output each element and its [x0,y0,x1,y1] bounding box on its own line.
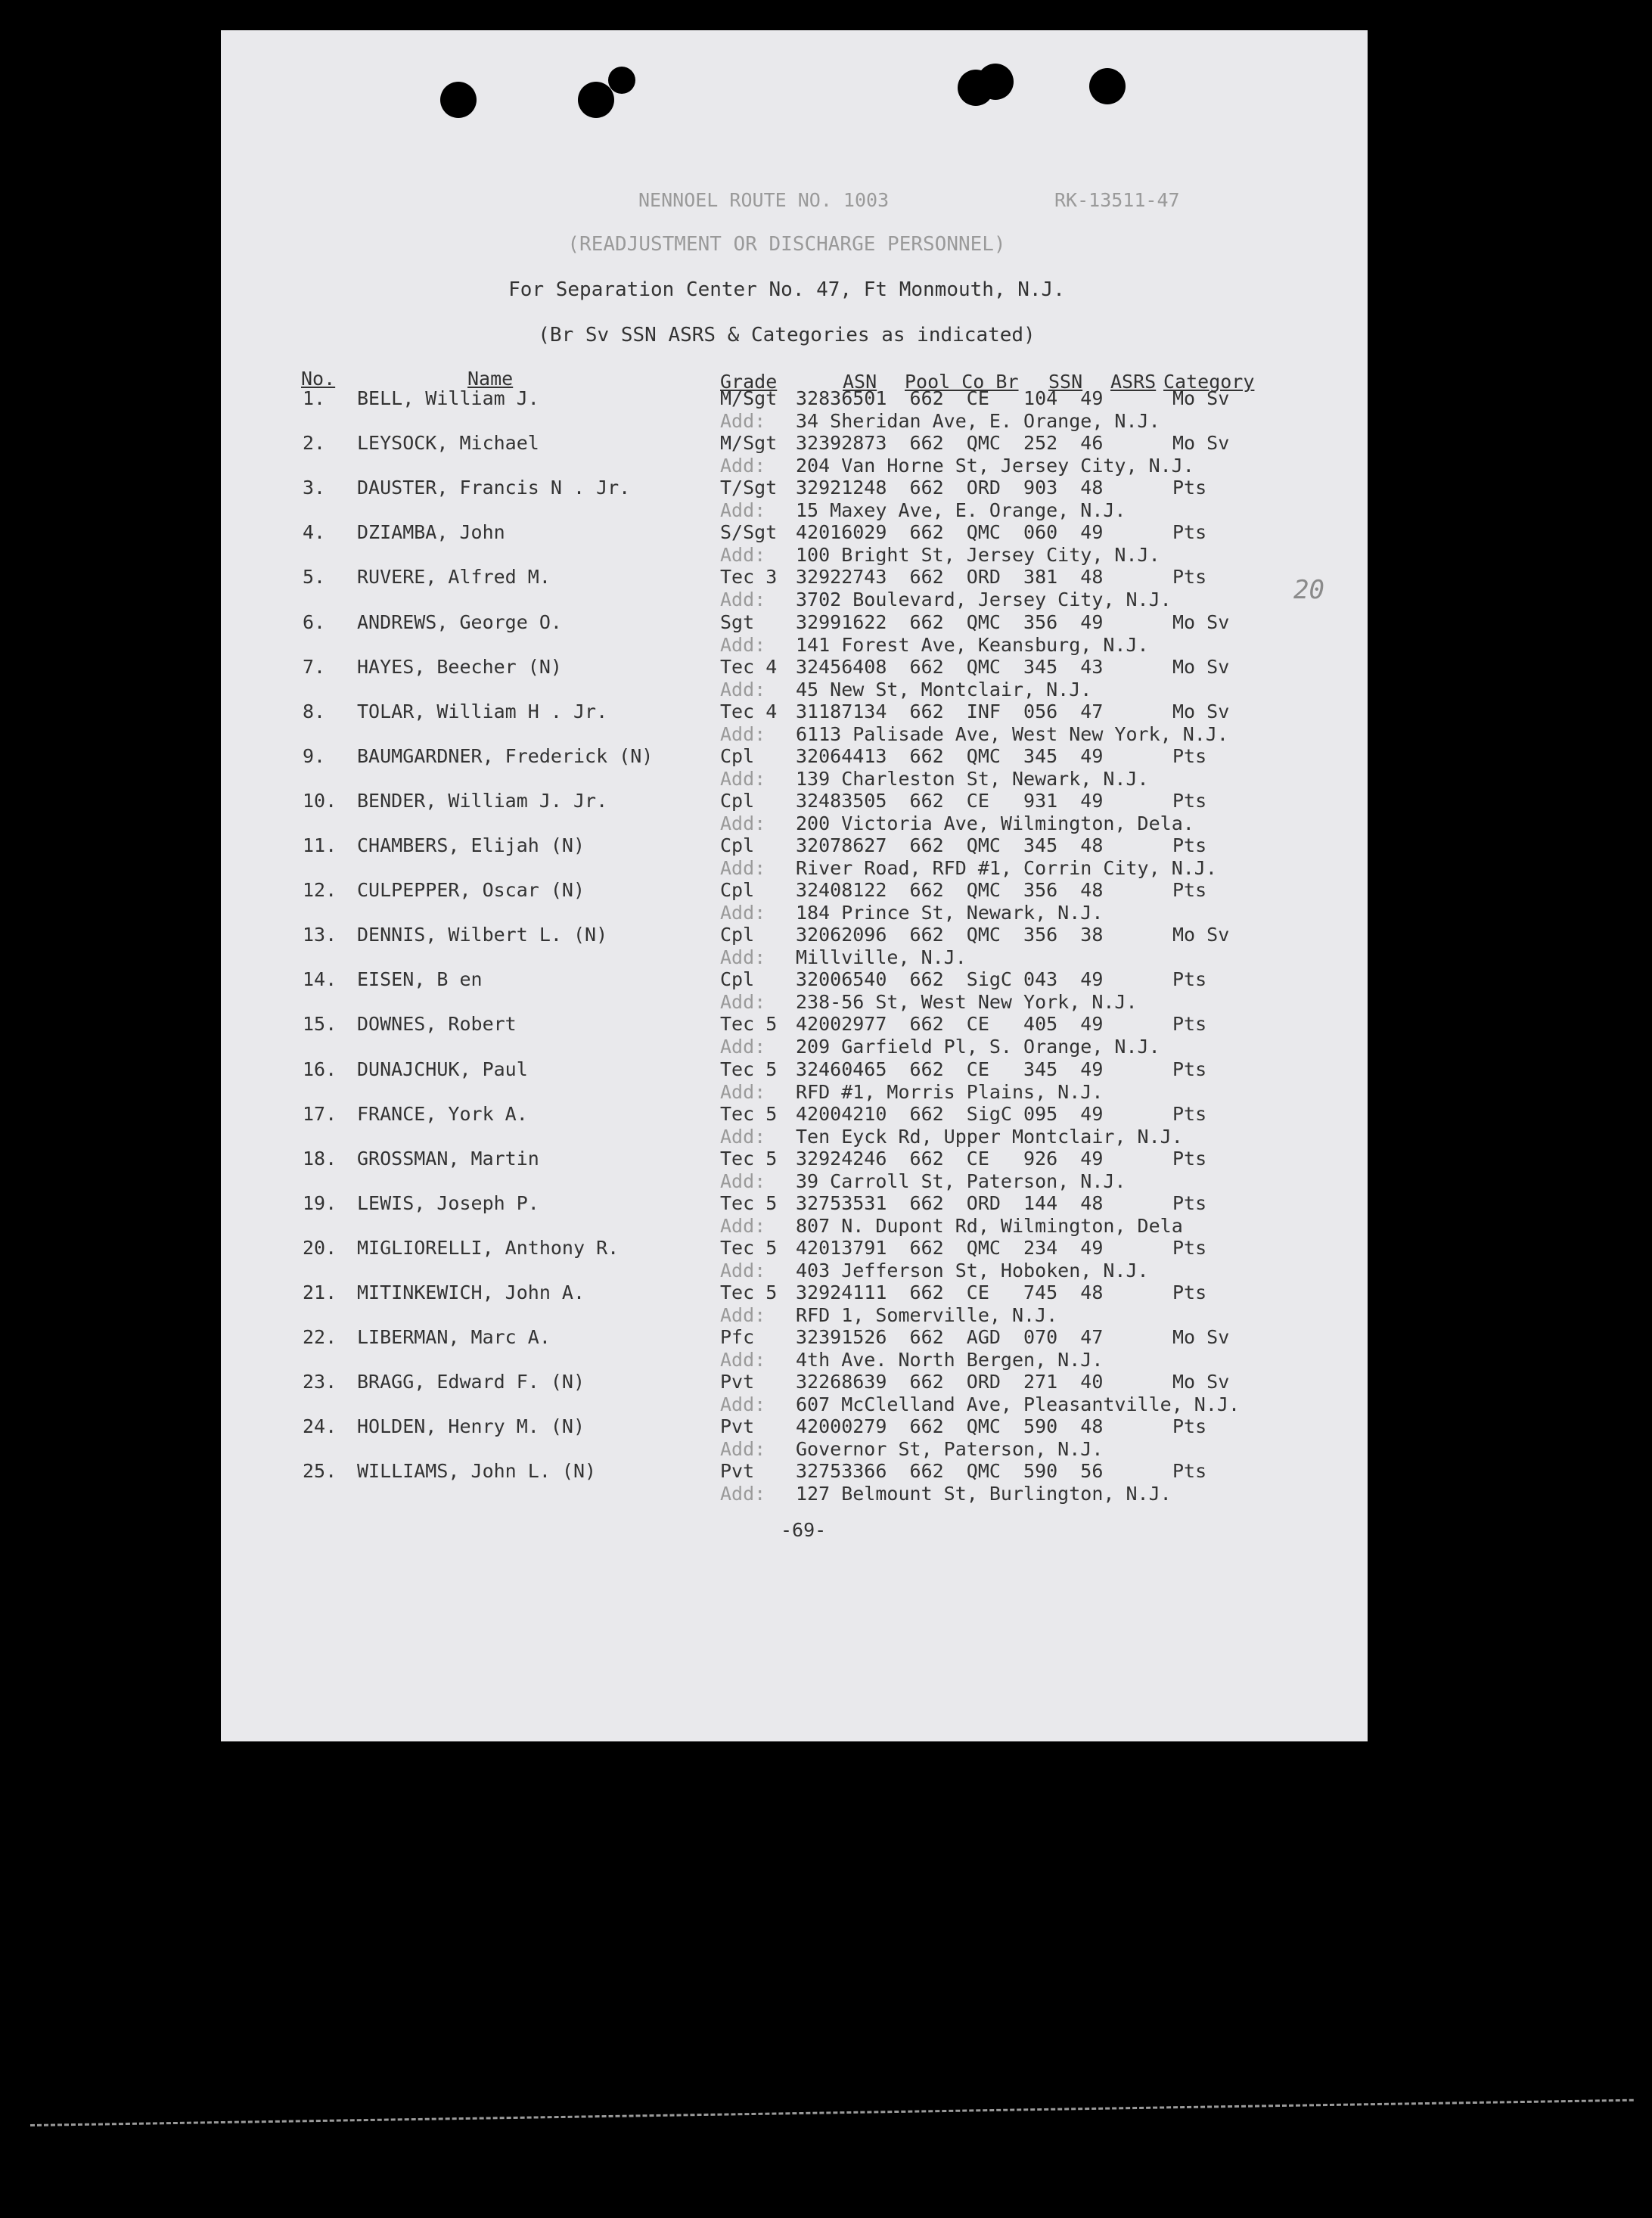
list-item [221,1058,1368,1103]
entry-number: 13. [303,924,337,946]
entry-address: River Road, RFD #1, Corrin City, N.J. [796,857,1217,879]
entry-service-data: 32268639 662 ORD 271 40 [796,1371,1104,1393]
list-item [221,790,1368,834]
entry-service-data: 32991622 662 QMC 356 49 [796,610,1104,633]
entry-name: EISEN, B en [357,968,483,991]
entry-category: Pts [1172,968,1207,991]
entry-address-label: Add: [720,678,766,701]
entry-grade: T/Sgt [720,477,778,499]
column-header-no: No. [301,368,336,390]
list-item [221,834,1368,879]
column-header-asrs: ASRS [1110,371,1157,393]
entry-grade: Pvt [720,1415,755,1438]
entry-address-label: Add: [720,1304,766,1326]
entry-number: 24. [303,1415,337,1438]
entry-grade: Tec 5 [720,1236,778,1259]
entry-address: Millville, N.J. [796,946,967,969]
entry-name: BRAGG, Edward F. (N) [357,1371,585,1393]
list-item [221,1460,1368,1505]
entry-address-label: Add: [720,455,766,477]
entry-grade: M/Sgt [720,387,778,409]
entry-service-data: 32483505 662 CE 931 49 [796,789,1104,812]
entry-grade: Cpl [720,744,755,767]
entry-service-data: 42004210 662 SigC 095 49 [796,1102,1104,1125]
entry-number: 11. [303,834,337,856]
entry-address: 238-56 St, West New York, N.J. [796,991,1138,1014]
entry-address-label: Add: [720,544,766,567]
entry-category: Mo Sv [1172,387,1230,409]
list-item [221,1148,1368,1192]
entry-name: BAUMGARDNER, Frederick (N) [357,744,654,767]
separation-center-line: For Separation Center No. 47, Ft Monmouth, N.J. [508,278,1065,301]
entry-category: Mo Sv [1172,1326,1230,1349]
entry-address: 127 Belmount St, Burlington, N.J. [796,1483,1172,1505]
entry-category: Pts [1172,789,1207,812]
entry-category: Pts [1172,1191,1207,1214]
list-item [221,1237,1368,1281]
entry-service-data: 42016029 662 QMC 060 49 [796,521,1104,544]
entry-name: FRANCE, York A. [357,1102,528,1125]
categories-line: (Br Sv SSN ASRS & Categories as indicated) [538,324,1036,346]
entry-category: Pts [1172,879,1207,902]
entry-grade: Pvt [720,1460,755,1483]
entry-service-data: 32836501 662 CE 104 49 [796,387,1104,409]
entry-grade: Tec 5 [720,1281,778,1303]
entry-number: 21. [303,1281,337,1303]
entry-address-label: Add: [720,1214,766,1237]
entry-grade: Cpl [720,834,755,856]
entry-grade: Cpl [720,968,755,991]
entry-name: CHAMBERS, Elijah (N) [357,834,585,856]
entry-service-data: 42000279 662 QMC 590 48 [796,1415,1104,1438]
entry-category: Mo Sv [1172,1371,1230,1393]
entry-name: DOWNES, Robert [357,1013,517,1036]
entry-category: Pts [1172,1415,1207,1438]
entry-service-data: 42002977 662 CE 405 49 [796,1013,1104,1036]
entry-name: WILLIAMS, John L. (N) [357,1460,597,1483]
entry-service-data: 31187134 662 INF 056 47 [796,700,1104,722]
margin-number: 20 [1293,575,1324,605]
entry-number: 4. [303,521,326,544]
document-page [221,30,1368,1741]
entry-category: Mo Sv [1172,655,1230,678]
list-item [221,656,1368,701]
entry-grade: Pvt [720,1371,755,1393]
scan-edge-line [30,2099,1634,2126]
entry-service-data: 32078627 662 QMC 345 48 [796,834,1104,856]
entry-address: 204 Van Horne St, Jersey City, N.J. [796,455,1194,477]
entry-service-data: 32064413 662 QMC 345 49 [796,744,1104,767]
entry-number: 16. [303,1058,337,1080]
entry-number: 2. [303,432,326,455]
column-header-name: Name [467,368,514,390]
entry-grade: Sgt [720,610,755,633]
list-item [221,1326,1368,1371]
entry-category: Mo Sv [1172,700,1230,722]
punch-hole [578,82,614,118]
entry-address-label: Add: [720,812,766,834]
entry-grade: Tec 5 [720,1058,778,1080]
entry-category: Mo Sv [1172,432,1230,455]
column-header-category: Category [1163,371,1255,393]
entry-number: 3. [303,477,326,499]
entry-service-data: 32753366 662 QMC 590 56 [796,1460,1104,1483]
entry-address: Ten Eyck Rd, Upper Montclair, N.J. [796,1125,1183,1148]
entry-number: 7. [303,655,326,678]
entry-grade: M/Sgt [720,432,778,455]
entry-number: 22. [303,1326,337,1349]
list-item [221,477,1368,521]
entry-service-data: 32391526 662 AGD 070 47 [796,1326,1104,1349]
entry-name: LEWIS, Joseph P. [357,1191,539,1214]
entry-number: 12. [303,879,337,902]
entry-address: 403 Jefferson St, Hoboken, N.J. [796,1259,1149,1281]
entry-category: Mo Sv [1172,610,1230,633]
entry-grade: Pfc [720,1326,755,1349]
list-item [221,1103,1368,1148]
entry-address-label: Add: [720,589,766,611]
entry-address: 15 Maxey Ave, E. Orange, N.J. [796,499,1126,522]
entry-service-data: 42013791 662 QMC 234 49 [796,1236,1104,1259]
entry-address-label: Add: [720,410,766,432]
entry-address-label: Add: [720,1259,766,1281]
entry-address: RFD 1, Somerville, N.J. [796,1304,1058,1326]
entry-service-data: 32456408 662 QMC 345 43 [796,655,1104,678]
entry-address: 139 Charleston St, Newark, N.J. [796,767,1149,790]
entry-address: RFD #1, Morris Plains, N.J. [796,1080,1104,1103]
order-line: NENNOEL ROUTE NO. 1003 [638,189,890,211]
entry-address-label: Add: [720,1080,766,1103]
entry-address-label: Add: [720,1393,766,1416]
entry-address-label: Add: [720,902,766,924]
entry-name: CULPEPPER, Oscar (N) [357,879,585,902]
entry-name: HAYES, Beecher (N) [357,655,562,678]
entry-number: 25. [303,1460,337,1483]
entry-address: 34 Sheridan Ave, E. Orange, N.J. [796,410,1160,432]
entry-number: 10. [303,789,337,812]
entry-address-label: Add: [720,1170,766,1192]
entry-name: MITINKEWICH, John A. [357,1281,585,1303]
entry-name: LEYSOCK, Michael [357,432,539,455]
entry-address-label: Add: [720,1483,766,1505]
list-item [221,745,1368,790]
entry-name: BELL, William J. [357,387,539,409]
punch-hole [977,64,1014,100]
entry-service-data: 32006540 662 SigC 043 49 [796,968,1104,991]
entry-number: 18. [303,1147,337,1170]
entry-grade: Cpl [720,879,755,902]
entry-category: Pts [1172,566,1207,589]
punch-hole [440,82,477,118]
entry-category: Mo Sv [1172,924,1230,946]
entry-name: HOLDEN, Henry M. (N) [357,1415,585,1438]
entry-number: 17. [303,1102,337,1125]
entry-service-data: 32408122 662 QMC 356 48 [796,879,1104,902]
entry-name: GROSSMAN, Martin [357,1147,539,1170]
list-item [221,387,1368,432]
entry-grade: Tec 5 [720,1191,778,1214]
list-item [221,1281,1368,1326]
entry-name: DUNAJCHUK, Paul [357,1058,528,1080]
entry-category: Pts [1172,1058,1207,1080]
entry-address: 39 Carroll St, Paterson, N.J. [796,1170,1126,1192]
entry-service-data: 32753531 662 ORD 144 48 [796,1191,1104,1214]
entry-address: 184 Prince St, Newark, N.J. [796,902,1104,924]
entry-grade: Tec 5 [720,1102,778,1125]
punch-hole [608,67,635,94]
list-item [221,924,1368,968]
entry-service-data: 32924111 662 CE 745 48 [796,1281,1104,1303]
entry-address: 607 McClelland Ave, Pleasantville, N.J. [796,1393,1240,1416]
entry-grade: S/Sgt [720,521,778,544]
entry-address-label: Add: [720,946,766,969]
entry-address-label: Add: [720,633,766,656]
entry-name: MIGLIORELLI, Anthony R. [357,1236,620,1259]
entry-category: Pts [1172,1013,1207,1036]
entry-category: Pts [1172,521,1207,544]
entry-address-label: Add: [720,1036,766,1058]
entry-address-label: Add: [720,1438,766,1461]
entry-number: 9. [303,744,326,767]
entry-address: 200 Victoria Ave, Wilmington, Dela. [796,812,1194,834]
entry-address: 45 New St, Montclair, N.J. [796,678,1092,701]
entry-service-data: 32921248 662 ORD 903 48 [796,477,1104,499]
entry-category: Pts [1172,1236,1207,1259]
entry-address-label: Add: [720,722,766,745]
entry-name: RUVERE, Alfred M. [357,566,551,589]
entry-number: 19. [303,1191,337,1214]
entry-number: 23. [303,1371,337,1393]
entry-grade: Tec 5 [720,1147,778,1170]
entry-address-label: Add: [720,1349,766,1371]
entry-grade: Tec 4 [720,655,778,678]
entry-name: DAUSTER, Francis N . Jr. [357,477,631,499]
entry-address-label: Add: [720,991,766,1014]
entry-category: Pts [1172,477,1207,499]
list-item [221,1415,1368,1460]
entry-address: 141 Forest Ave, Keansburg, N.J. [796,633,1149,656]
entry-address: 807 N. Dupont Rd, Wilmington, Dela [796,1214,1183,1237]
subtitle: (READJUSTMENT OR DISCHARGE PERSONNEL) [567,233,1006,256]
list-item [221,879,1368,924]
entry-category: Pts [1172,1147,1207,1170]
entry-grade: Cpl [720,789,755,812]
list-item [221,701,1368,745]
column-header-ssn: SSN [1048,371,1083,393]
entry-address-label: Add: [720,1125,766,1148]
entry-category: Pts [1172,1102,1207,1125]
order-reference: RK-13511-47 [1054,189,1180,211]
entry-number: 8. [303,700,326,722]
entry-address-label: Add: [720,767,766,790]
entry-category: Pts [1172,1281,1207,1303]
punch-hole [1089,68,1126,104]
entry-address: 4th Ave. North Bergen, N.J. [796,1349,1104,1371]
entry-address-label: Add: [720,499,766,522]
list-item [221,432,1368,477]
entry-grade: Tec 3 [720,566,778,589]
entry-service-data: 32062096 662 QMC 356 38 [796,924,1104,946]
entry-category: Pts [1172,834,1207,856]
entry-number: 1. [303,387,326,409]
list-item [221,611,1368,656]
entry-number: 6. [303,610,326,633]
entry-address: Governor St, Paterson, N.J. [796,1438,1104,1461]
entry-number: 15. [303,1013,337,1036]
entry-service-data: 32924246 662 CE 926 49 [796,1147,1104,1170]
entry-grade: Cpl [720,924,755,946]
entry-service-data: 32460465 662 CE 345 49 [796,1058,1104,1080]
entry-address: 6113 Palisade Ave, West New York, N.J. [796,722,1228,745]
entry-grade: Tec 4 [720,700,778,722]
entry-service-data: 32392873 662 QMC 252 46 [796,432,1104,455]
entry-number: 20. [303,1236,337,1259]
entry-number: 14. [303,968,337,991]
entry-number: 5. [303,566,326,589]
entry-category: Pts [1172,744,1207,767]
list-item [221,1192,1368,1237]
entry-name: BENDER, William J. Jr. [357,789,608,812]
column-header-grade: Grade [720,371,778,393]
list-item [221,1013,1368,1058]
entry-address: 3702 Boulevard, Jersey City, N.J. [796,589,1172,611]
entry-address: 100 Bright St, Jersey City, N.J. [796,544,1160,567]
list-item [221,521,1368,566]
page-number: -69- [781,1519,827,1541]
entry-name: TOLAR, William H . Jr. [357,700,608,722]
entry-address-label: Add: [720,857,766,879]
entry-service-data: 32922743 662 ORD 381 48 [796,566,1104,589]
entry-name: DENNIS, Wilbert L. (N) [357,924,608,946]
entry-address: 209 Garfield Pl, S. Orange, N.J. [796,1036,1160,1058]
entry-grade: Tec 5 [720,1013,778,1036]
entry-name: DZIAMBA, John [357,521,505,544]
list-item [221,968,1368,1013]
column-header-pool: Pool Co Br [905,371,1019,393]
entry-name: LIBERMAN, Marc A. [357,1326,551,1349]
list-item [221,1371,1368,1415]
column-header-asn: ASN [843,371,877,393]
entry-name: ANDREWS, George O. [357,610,562,633]
entry-category: Pts [1172,1460,1207,1483]
list-item [221,566,1368,610]
